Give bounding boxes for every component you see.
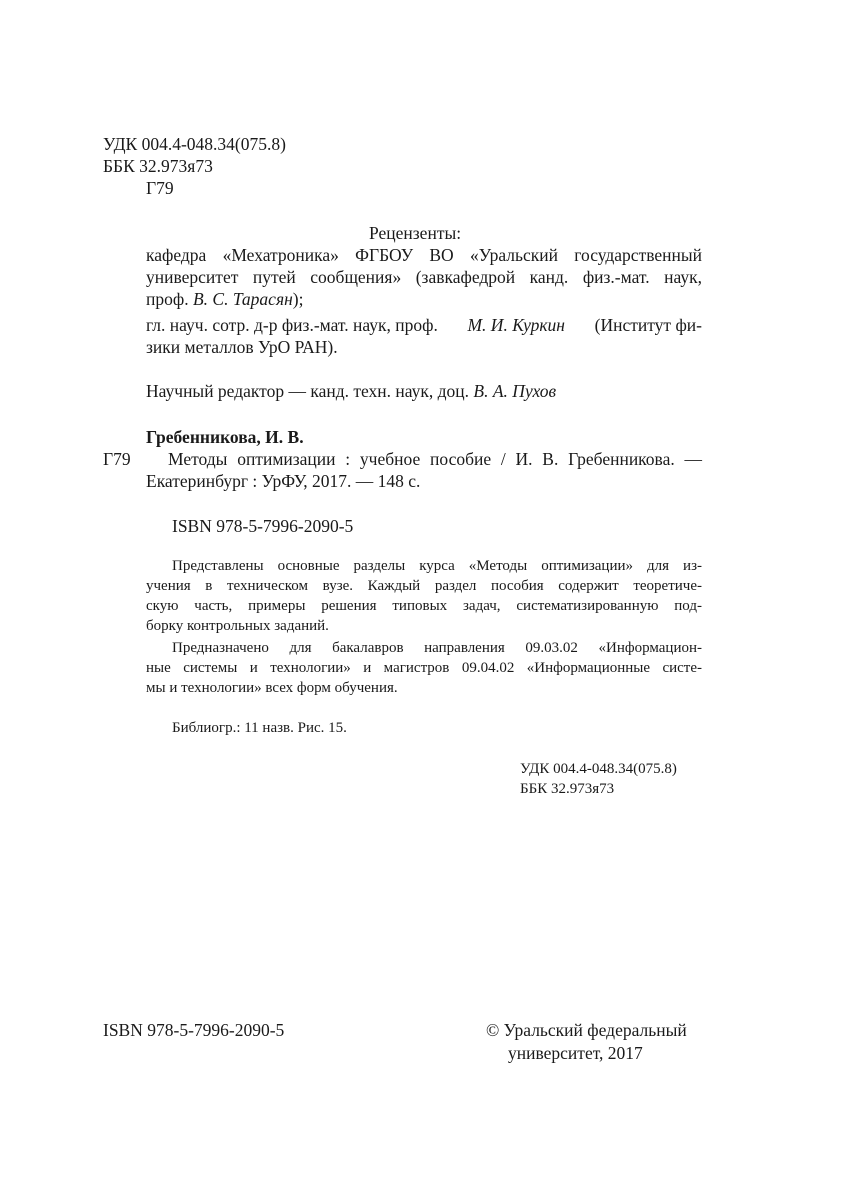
- reviewer-1-line-3: проф. В. С. Тарасян);: [146, 289, 304, 309]
- biblio-author: Гребенникова, И. В.: [146, 427, 304, 447]
- author-code: Г79: [146, 178, 174, 198]
- footer-bbk-code: ББК 32.973я73: [520, 781, 615, 797]
- reviewer-1-line-2: университет путей сообщения» (завкафедрой канд. физ.-мат. наук,: [146, 267, 702, 287]
- annotation-p1-line-1: Представлены основные разделы курса «Методы оптимизации» для из-: [172, 558, 702, 574]
- bibliography-count: Библиогр.: 11 назв. Рис. 15.: [172, 720, 347, 736]
- annotation-p1-line-3: скую часть, примеры решения типовых задач, систематизированную под-: [146, 598, 702, 614]
- reviewer-2-name: М. И. Куркин: [467, 315, 565, 335]
- scientific-editor: Научный редактор — канд. техн. наук, доц. В. А. Пухов: [146, 381, 557, 401]
- annotation-p1-line-2: учения в техническом вузе. Каждый раздел пособия содержит теоретиче-: [146, 578, 702, 594]
- biblio-title-line: Методы оптимизации : учебное пособие / И. В. Гребенникова. —: [168, 449, 702, 469]
- udk-code: УДК 004.4-048.34(075.8): [103, 134, 286, 154]
- biblio-isbn: ISBN 978-5-7996-2090-5: [172, 516, 354, 536]
- editor-name: В. А. Пухов: [473, 381, 557, 401]
- footer-udk-code: УДК 004.4-048.34(075.8): [520, 761, 677, 777]
- reviewer-2-line-2: зики металлов УрО РАН).: [146, 337, 338, 357]
- reviewer-1-name: В. С. Тарасян: [192, 289, 293, 309]
- annotation-p2-line-3: мы и технологии» всех форм обучения.: [146, 680, 398, 696]
- annotation-p2-line-2: ные системы и технологии» и магистров 09.04.02 «Информационные систе-: [146, 660, 702, 676]
- annotation-p1-line-4: борку контрольных заданий.: [146, 618, 329, 634]
- copyright-line-1: © Уральский федеральный: [486, 1020, 687, 1040]
- biblio-code: Г79: [103, 449, 131, 469]
- annotation-p2-line-1: Предназначено для бакалавров направления 09.03.02 «Информацион-: [172, 640, 702, 656]
- reviewers-title: Рецензенты:: [369, 223, 462, 243]
- reviewer-1-line-1: кафедра «Мехатроника» ФГБОУ ВО «Уральский государственный: [146, 245, 702, 265]
- reviewer-2-line-1: гл. науч. сотр. д-р физ.-мат. наук, проф. М. И. Куркин (Институт фи-: [146, 315, 702, 335]
- bbk-code: ББК 32.973я73: [103, 156, 213, 176]
- bottom-isbn: ISBN 978-5-7996-2090-5: [103, 1020, 285, 1040]
- copyright-line-2: университет, 2017: [508, 1043, 643, 1063]
- biblio-publisher-line: Екатеринбург : УрФУ, 2017. — 148 с.: [146, 471, 421, 491]
